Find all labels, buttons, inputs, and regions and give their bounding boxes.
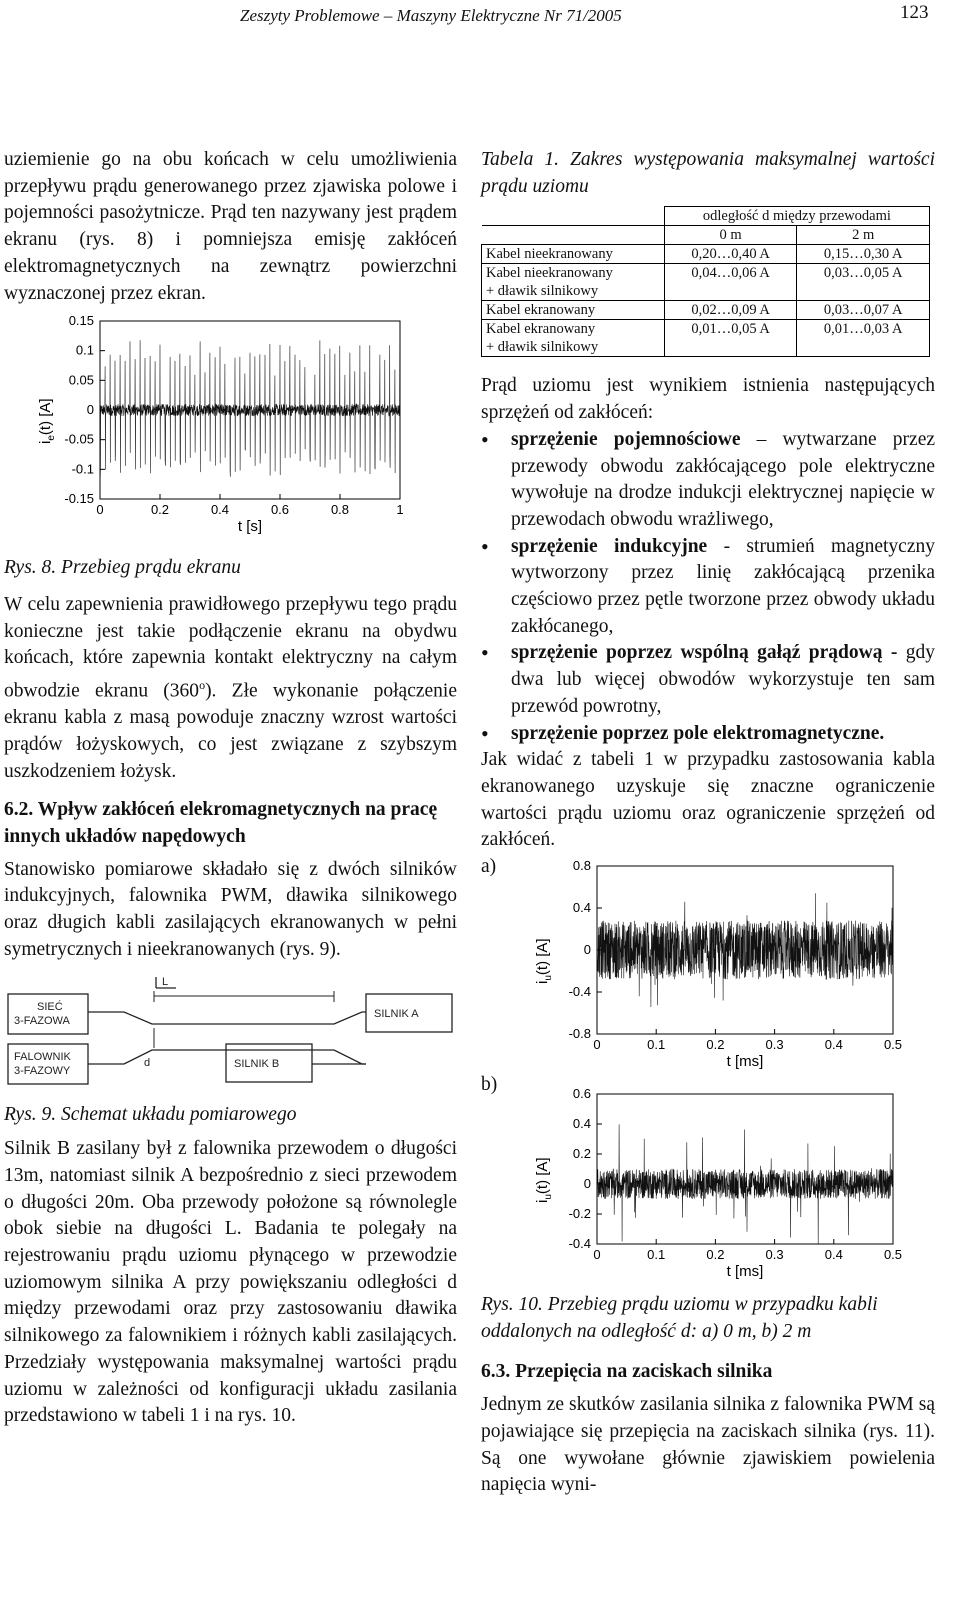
list-item: • sprzężenie poprzez pole elektromagnetyczne.	[481, 721, 935, 748]
box-siec	[8, 994, 88, 1034]
cable-upper	[88, 1012, 366, 1024]
falownik-line1: FALOWNIK	[14, 1050, 71, 1063]
figure-10b-chart	[481, 1072, 935, 1292]
table-row	[482, 320, 930, 357]
y-tick-label: 0	[583, 1176, 591, 1192]
falownik-line2: 3-FAZOWY	[14, 1064, 71, 1077]
figure-9-diagram	[4, 974, 457, 1094]
table-row	[482, 245, 930, 264]
list-item: • sprzężenie poprzez wspólną gałąź prądową - gdy dwa lub więcej obwodów wykorzystuje ten sam przewód powrotny,	[481, 640, 935, 720]
left-intro-paragraph: uziemienie go na obu końcach w celu umożliwienia przepływu prądu generowanego przez zjawiska polowe i pojemności pasożytnicze. Prąd ten nazywany jest prądem ekranu (rys. 8) i pomniejsza emisję zakłóceń elektromagnetycznych na zewnątrz powierzchni wyznaczonej przez ekran.	[4, 149, 457, 304]
length-label: L	[162, 975, 169, 988]
table-cell: 0,15…0,30 A	[797, 245, 930, 264]
table-cell: 0,03…0,05 A	[797, 264, 930, 301]
para2-text-b: ). Złe wykonanie połączenie ekranu kabla z masą powoduje znaczny wzrost wartości prądów łożyskowych, co jest związane z szybszym uszkodzeniem łożysk.	[4, 680, 458, 782]
table-cell: 0,01…0,05 A	[664, 320, 797, 357]
silnik-a-label: SILNIK A	[374, 1007, 419, 1020]
box-falownik	[8, 1044, 88, 1084]
y-tick-label: 0	[86, 402, 94, 418]
x-tick-label: 0.6	[270, 502, 290, 518]
section-6-3-heading: 6.3. Przepięcia na zaciskach silnika	[481, 1361, 773, 1383]
y-tick-label: -0.1	[71, 461, 94, 477]
y-tick-label: -0.8	[568, 1026, 591, 1042]
right-paragraph-2: Jak widać z tabeli 1 w przypadku zastosowania kabla ekranowanego uzyskuje się znaczne ograniczenie wartości prądu uziomu oraz ograniczenie sprzężeń od zakłóceń.	[481, 749, 935, 851]
x-tick-label: 0.3	[765, 1247, 784, 1263]
y-tick-label: -0.15	[64, 491, 94, 507]
y-axis-label: $i_e(t)$ [A]	[37, 398, 57, 445]
x-tick-label: 0.2	[706, 1247, 725, 1263]
table-group-header: odległość d między przewodami	[664, 207, 929, 226]
section-6-2-heading: 6.2. Wpływ zakłóceń elekromagnetycznych na pracę innych układów napędowych	[4, 799, 438, 848]
table-1	[481, 206, 930, 357]
x-tick-label: 0.4	[210, 502, 230, 518]
degree-superscript: o	[199, 678, 206, 693]
figure-10a-chart	[481, 854, 935, 1072]
table-row-label: Kabel nieekranowany	[482, 245, 665, 264]
table-1-caption: Tabela 1. Zakres występowania maksymalnej wartości prądu uziomu	[481, 149, 935, 197]
y-tick-label: -0.05	[64, 431, 94, 447]
y-tick-label: 0.8	[572, 858, 591, 874]
x-tick-label: 0.8	[330, 502, 350, 518]
y-tick-label: 0	[583, 942, 591, 958]
table-row	[482, 264, 930, 301]
y-tick-label: 0.05	[68, 372, 94, 388]
y-tick-label: -0.4	[568, 984, 591, 1000]
table-cell: 0,02…0,09 A	[664, 301, 797, 320]
table-cell: 0,01…0,03 A	[797, 320, 930, 357]
table-col-header: 2 m	[797, 226, 930, 245]
cable-lower	[88, 1050, 366, 1064]
table-row-label: Kabel ekranowany	[482, 301, 665, 320]
x-tick-label: 0	[96, 502, 104, 518]
left-paragraph-4: Silnik B zasilany był z falownika przewodem o długości 13m, natomiast silnik A bezpośrednio z sieci przewodem o długości 20m. Oba przewody położone są równolegle obok siebie na długości L. Badania te polegały na rejestrowaniu prądu uziomu płynącego w przewodzie uziomowym silnika A przy powiększaniu odległości d między przewodami oraz przy zastosowaniu dławika silnikowego za falownikiem i różnych kabli zasilających. Przedziały występowania maksymalnej wartości prądu uziomu w zależności od konfiguracji układu zasilania przedstawiono w tabeli 1 i na rys. 10.	[4, 1138, 457, 1427]
distance-label: d	[144, 1056, 151, 1069]
x-axis-label: t [s]	[237, 518, 263, 536]
table-col-header: 0 m	[664, 226, 797, 245]
series-line	[100, 340, 400, 477]
x-axis-label: t [ms]	[726, 1053, 764, 1071]
x-tick-label: 0.2	[150, 502, 170, 518]
figure-8-caption: Rys. 8. Przebieg prądu ekranu	[4, 557, 241, 579]
table-corner-2	[482, 226, 665, 245]
page-number: 123	[900, 2, 929, 23]
table-cell: 0,03…0,07 A	[797, 301, 930, 320]
series-line	[597, 893, 893, 1007]
y-tick-label: 0.15	[68, 313, 94, 329]
y-tick-label: 0.2	[572, 1146, 591, 1162]
siec-line1: SIEĆ	[37, 1000, 63, 1013]
y-tick-label: -0.2	[568, 1206, 591, 1222]
y-axis-label: $i_u(t)$ [A]	[534, 938, 554, 985]
table-header-row-1	[482, 207, 930, 226]
right-paragraph-last: Jednym ze skutków zasilania silnika z falownika PWM są pojawiające się przepięcia na zaciskach silnika (rys. 11). Są one wywołane głównie zjawiskiem powielenia napięcia wyni-	[481, 1394, 935, 1496]
x-tick-label: 0.4	[824, 1037, 843, 1053]
journal-title: Zeszyty Problemowe – Maszyny Elektryczne Nr 71/2005	[240, 6, 622, 25]
coupling-list	[481, 427, 935, 747]
left-paragraph-3: Stanowisko pomiarowe składało się z dwóch silników indukcyjnych, falownika PWM, dławika silnikowego oraz długich kabli zasilających ekranowanych w pełni symetrycznych i nieekranowanych (rys. 9).	[4, 858, 457, 960]
figure-10-caption: Rys. 10. Przebieg prądu uziomu w przypadku kabli oddalonych na odległość d: a) 0 m, b) 2 m	[481, 1294, 878, 1342]
page-header	[0, 0, 960, 40]
figure-10b-block	[481, 1072, 935, 1292]
x-tick-label: 0	[593, 1247, 601, 1263]
right-column	[481, 147, 935, 1499]
series-line	[597, 1124, 893, 1244]
x-tick-label: 0.2	[706, 1037, 725, 1053]
x-tick-label: 0.1	[647, 1037, 666, 1053]
list-item: • sprzężenie indukcyjne - strumień magnetyczny wytworzony przez linię zakłócającą przenika częściowo przez pętle tworzone przez obwody układu zakłócanego,	[481, 534, 935, 641]
y-tick-label: 0.4	[572, 1116, 591, 1132]
label-a: a)	[481, 856, 497, 878]
silnik-b-label: SILNIK B	[234, 1057, 280, 1070]
list-item: • sprzężenie pojemnościowe – wytwarzane przez przewody obwodu zakłócającego pole elektryczne wywołuje na drodze indukcji elektrycznej napięcie w przewodach obwodu wrażliwego,	[481, 427, 935, 534]
y-tick-label: 0.4	[572, 900, 591, 916]
para2-text-a: W celu zapewnienia prawidłowego przepływu tego prądu konieczne jest takie podłączenie ekranu na obydwu końcach, które zapewnia kontakt elektryczny na całym obwodzie ekranu (360	[4, 593, 457, 702]
label-b: b)	[481, 1074, 498, 1096]
x-tick-label: 0.1	[647, 1247, 666, 1263]
figure-9-caption: Rys. 9. Schemat układu pomiarowego	[4, 1103, 297, 1125]
figure-10a-block	[481, 854, 935, 1072]
x-tick-label: 1	[396, 502, 404, 518]
y-tick-label: -0.4	[568, 1236, 591, 1252]
table-row-label: Kabel nieekranowany + dławik silnikowy	[482, 264, 665, 301]
siec-line2: 3-FAZOWA	[14, 1014, 70, 1027]
x-tick-label: 0.5	[883, 1247, 903, 1263]
x-tick-label: 0.4	[824, 1247, 843, 1263]
table-corner	[482, 207, 665, 226]
table-cell: 0,04…0,06 A	[664, 264, 797, 301]
x-tick-label: 0.3	[765, 1037, 784, 1053]
y-tick-label: 0.1	[75, 342, 94, 358]
table-row	[482, 301, 930, 320]
left-column	[4, 147, 457, 1430]
left-paragraph-2	[4, 592, 457, 785]
x-tick-label: 0	[593, 1037, 601, 1053]
x-axis-label: t [ms]	[726, 1263, 764, 1281]
x-tick-label: 0.5	[883, 1037, 903, 1053]
y-tick-label: 0.6	[572, 1086, 591, 1102]
y-axis-label: $i_u(t)$ [A]	[534, 1157, 554, 1204]
figure-8-chart	[4, 313, 457, 553]
table-row-label: Kabel ekranowany + dławik silnikowy	[482, 320, 665, 357]
right-intro-paragraph: Prąd uziomu jest wynikiem istnienia następujących sprzężeń od zakłóceń:	[481, 375, 935, 424]
table-header-row-2	[482, 226, 930, 245]
table-cell: 0,20…0,40 A	[664, 245, 797, 264]
